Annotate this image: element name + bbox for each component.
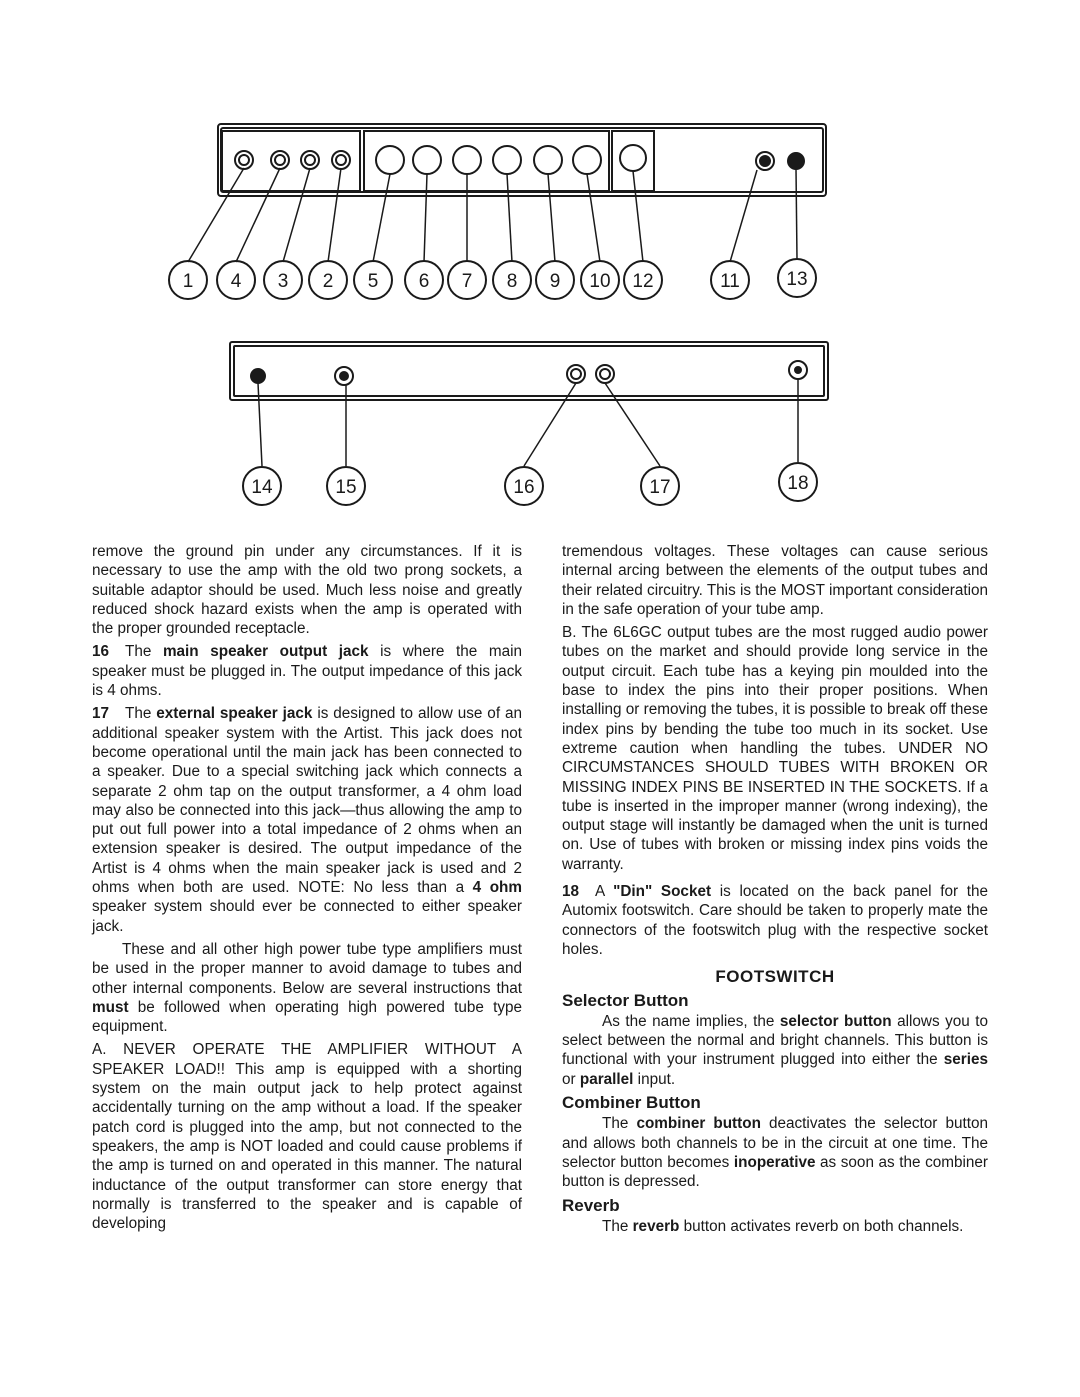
reverb-paragraph: The reverb button activates reverb on both channels. [602, 1217, 964, 1235]
item-18-paragraph: 18 A "Din" Socket is located on the back panel for the Automix footswitch. Care should be taken to properly mate the connectors of the footswitch plug with the respective socket holes. [562, 883, 989, 958]
item-16-number: 16 [92, 643, 110, 661]
callout-6: 6 [418, 271, 430, 292]
callout-3: 3 [277, 271, 289, 292]
left-text-column [92, 542, 522, 1237]
intro-paragraph: remove the ground pin under any circumstances. If it is necessary to use the amp with the old two prong sockets, a suitable adaptor should be used. Much less noise and greatly reduced shock hazard exists when the amp is operated with the proper grounded receptacle. [92, 543, 522, 638]
external-speaker-jack [596, 365, 614, 383]
callout-16: 16 [513, 477, 535, 498]
callout-4: 4 [230, 271, 242, 292]
callout-18: 18 [787, 473, 809, 494]
callout-14: 14 [251, 477, 273, 498]
panel-diagram [0, 0, 1080, 520]
reverb-knob-section [612, 131, 654, 191]
main-speaker-output-jack-term: main speaker output jack [162, 643, 369, 661]
four-ohm-term: 4 ohm [472, 879, 522, 897]
callout-7: 7 [461, 271, 473, 292]
main-speaker-jack [567, 365, 585, 383]
callout-13: 13 [786, 269, 808, 290]
callout-9: 9 [549, 271, 561, 292]
back-panel-outline [230, 342, 828, 400]
instruction-a-paragraph: A. NEVER OPERATE THE AMPLIFIER WITHOUT A SPEAKER LOAD!! This amp is equipped with a shorting system on the main output jack to help protect against accidentally turning on the amp without a load. If the speaker patch cord is plugged into the amp, but not connected to the speakers, the amp is NOT loaded and could cause problems if the amp is turned on and operated in this manner. The natural inductance of the output transformer can store energy that normally is transferred to the speaker and is capable of developing [92, 1041, 522, 1233]
combiner-button-heading: Combiner Button [562, 1093, 701, 1113]
input-jacks [235, 151, 350, 169]
callout-17: 17 [649, 477, 671, 498]
reverb-heading: Reverb [562, 1195, 620, 1215]
ground-screw [251, 369, 265, 383]
selector-button-paragraph: As the name implies, the selector button allows you to select between the normal and bright channels. This button is functional with your instrument plugged into either the series or parallel input. [562, 1012, 988, 1088]
control-knobs [376, 145, 646, 174]
selector-button-heading: Selector Button [562, 990, 689, 1010]
din-socket-term: "Din" Socket [613, 883, 712, 901]
item-18-number: 18 [562, 883, 580, 901]
item-16-paragraph: 16 The main speaker output jack is where the main speaker must be plugged in. The output impedance of this jack is 4 ohms. [92, 643, 522, 700]
footswitch-heading: FOOTSWITCH [715, 967, 835, 987]
external-speaker-jack-term: external speaker jack [156, 705, 313, 723]
item-17-paragraph: 17 The external speaker jack is designed to allow use of an additional speaker system with the Artist. This jack does not become operational until the main jack has been connected to a speaker. Due to a special switching jack which connects a separate 2 ohm tap on the output transformer, a 4 ohm load may also be connected into this jack—thus allowing the amp to put out full power into a total impedance of 2 ohms when an extension speaker is desired. The output impedance of the Artist is 4 ohms when the main speaker jack is used and 2 ohms when both are used. NOTE: No less than a 4 ohm speaker system should ever be connected to either speaker jack. [92, 705, 522, 935]
back-leader-lines [258, 379, 798, 466]
top-callout-circles [169, 259, 816, 299]
callout-15: 15 [335, 477, 357, 498]
callout-8: 8 [506, 271, 518, 292]
top-leader-lines [188, 168, 797, 262]
tube-care-paragraph: These and all other high power tube type amplifiers must be used in the proper manner to avoid damage to tubes and other internal components. Below are several instructions that must be followed when operating high powered tube type equipment. [92, 940, 522, 1036]
callout-12: 12 [632, 271, 654, 292]
callout-10: 10 [589, 271, 611, 292]
callout-5: 5 [367, 271, 379, 292]
instruction-b-paragraph: B. The 6L6GC output tubes are the most rugged audio power tubes on the market and should provide long service in the output circuit. Each tube has a keying pin moulded into the base to index the pins into their proper positions. When installing or removing the tubes, it is possible to break off these index pins by bending the tube too much in its socket. Use extreme caution when handling the tubes. UNDER NO CIRCUMSTANCES SHOULD TUBES WITH BROKEN OR MISSING INDEX PINS BE INSERTED IN THE SOCKETS. If a tube is inserted in the improper manner (wrong indexing), the output stage will instantly be damaged when the unit is turned on. Use of tubes with broken or missing index pins voids the warranty. [562, 624, 988, 873]
item-17-number: 17 [92, 705, 110, 723]
continued-paragraph: tremendous voltages. These voltages can cause serious internal arcing between the elements of the output tubes and their related circuitry. This is the MOST important consideration in the safe operation of your tube amp. [562, 543, 988, 618]
callout-2: 2 [322, 271, 334, 292]
pilot-light [788, 153, 804, 169]
combiner-button-paragraph: The combiner button deactivates the selector button and allows both channels to be in the circuit at one time. The selector button becomes inoperative as soon as the combiner button is depressed. [562, 1115, 988, 1191]
callout-1: 1 [182, 271, 194, 292]
callout-11: 11 [720, 271, 740, 292]
right-text-column [562, 542, 988, 1240]
must-term: must [92, 998, 129, 1016]
